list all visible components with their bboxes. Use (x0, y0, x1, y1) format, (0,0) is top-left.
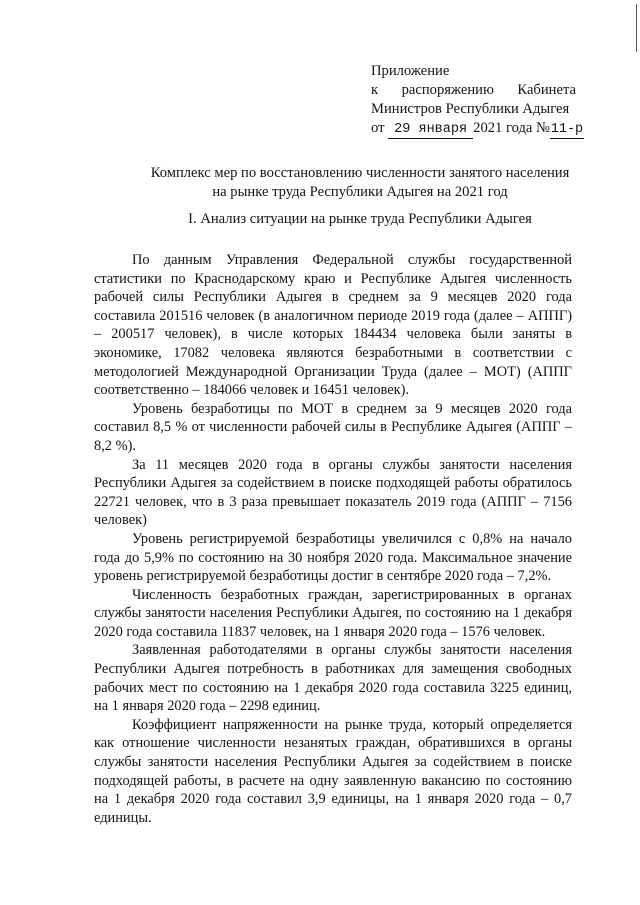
appendix-block (371, 62, 584, 139)
body-paragraph: Заявленная работодателями в органы службы занятости населения Республики Адыгея потребность в работниках для замещения свободных рабочих мест по состоянию на 1 декабря 2020 года составила 3225 единиц, на 1 января 2020 года – 2298 единиц. (94, 642, 572, 715)
appendix-year-text: 2021 года № (473, 120, 550, 136)
handwritten-order-number: 11-р (550, 122, 584, 137)
appendix-cabinet-line: Министров Республики Адыгея (371, 101, 570, 117)
scan-edge-mark (636, 4, 637, 52)
title-line-2: на рынке труда Республики Адыгея на 2021 год (212, 184, 508, 200)
appendix-heading: Приложение (371, 63, 450, 79)
document-title (100, 164, 620, 202)
body-paragraph: Численность безработных граждан, зарегистрированных в органах службы занятости населения Республики Адыгея, по состоянию на 1 декабря 2020 года составила 11837 человек, на 1 января 2020 года – 1576 человек. (94, 586, 572, 640)
section-heading: I. Анализ ситуации на рынке труда Республики Адыгея (188, 211, 532, 227)
body-paragraph: Уровень безработицы по МОТ в среднем за 9 месяцев 2020 года составил 8,5 % от численности рабочей силы в Республике Адыгея (АППГ – 8,2 %). (94, 400, 572, 454)
appendix-date-prefix: от (371, 120, 385, 136)
body-paragraph: По данным Управления Федеральной службы государственной статистики по Краснодарскому краю и Республике Адыгея численность рабочей силы Республики Адыгея в среднем за 9 месяцев 2020 года составила 201516 человек (в аналогичном периоде 2019 года (далее – АППГ) – 200517 человек), в числе которых 184434 человека были заняты в экономике, 17082 человека являются безработными в соответствии с методологией Международной Организации Труда (далее – МОТ) (АППГ соответственно – 184066 человек и 16451 человек). (94, 252, 572, 399)
handwritten-date: 29 января (388, 122, 473, 139)
body-paragraph: Уровень регистрируемой безработицы увеличился с 0,8% на начало года до 5,9% по состоянию на 30 ноября 2020 года. Максимальное значение уровень регистрируемой безработицы достиг в сентябре 2020 года – 7,2%. (94, 530, 572, 585)
appendix-order-line: к распоряжению Кабинета (371, 82, 576, 98)
title-line-1: Комплекс мер по восстановлению численности занятого населения (150, 165, 570, 181)
document-body (94, 251, 572, 827)
body-paragraph: За 11 месяцев 2020 года в органы службы занятости населения Республики Адыгея за содействием в поиске подходящей работы обратилось 22721 человек, что в 3 раза превышает показатель 2019 года (АППГ – 7156 человек) (94, 456, 572, 529)
body-paragraph: Коэффициент напряженности на рынке труда, который определяется как отношение численности незанятых граждан, обратившихся в органы службы занятости населения Республики Адыгея за содействием в поиске подходящей работы, в расчете на одну заявленную вакансию по состоянию на 1 декабря 2020 года составил 3,9 единицы, на 1 января 2020 года – 0,7 единицы. (94, 716, 572, 826)
appendix-date-line (371, 119, 584, 139)
